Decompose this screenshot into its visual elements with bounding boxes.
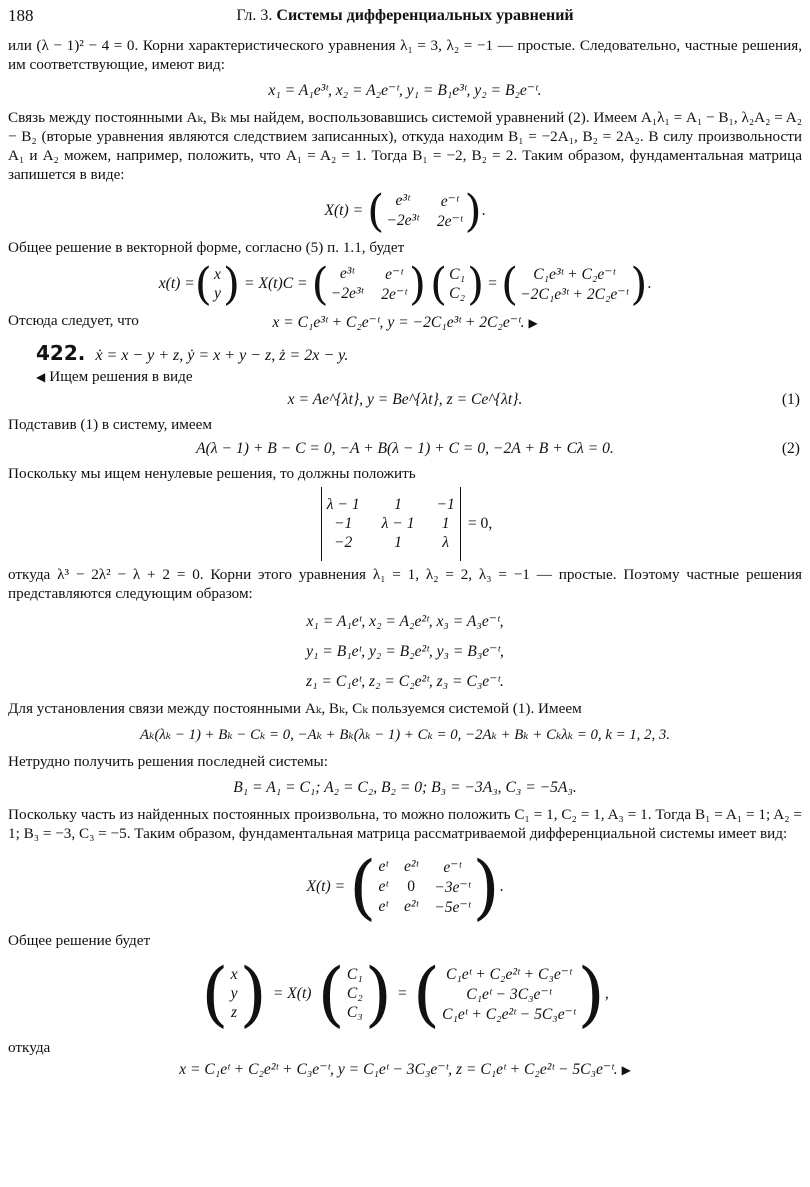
determinant-cell: λ − 1 [381,515,415,532]
matrix-cell: −2e³ᵗ [330,284,364,302]
equation-number: (2) [781,440,800,457]
matrix-cell: e³ᵗ [395,191,410,209]
equation-text: x = C₁e³ᵗ + C₂e⁻ᵗ, y = −2C₁e³ᵗ + 2C₂e⁻ᵗ. [272,314,525,331]
determinant-3x3 [327,496,455,552]
vector-cell: y [213,284,221,302]
problem-statement: ẋ = x − y + z, ẏ = x + y − z, ż = 2x − y. [95,347,349,364]
vector-cell: y [230,985,238,1002]
determinant-cell: λ [442,534,450,551]
vector-cell: C₂ [346,985,363,1002]
vector-cell: −2C₁e³ᵗ + 2C₂e⁻ᵗ [520,285,629,303]
vector-mid: = X(t)C = [244,275,308,292]
paragraph-establish-relation: Для установления связи между постоянными Aₖ, Bₖ, Cₖ пользуемся системой (1). Имеем [8,700,582,717]
matrix-lhs: X(t) = [306,878,346,895]
matrix-cell: eᵗ [378,857,388,875]
right-paren: ) [472,846,500,928]
matrix-cell: −3e⁻ᵗ [434,878,471,896]
equation-particular-x: x₁ = A₁eᵗ, x₂ = A₂e²ᵗ, x₃ = A₃e⁻ᵗ, [306,613,504,630]
determinant-cell: 1 [441,515,450,532]
determinant-right-bar [460,487,461,561]
matrix-cell: e³ᵗ [339,264,355,282]
right-paren: ) [464,185,482,237]
matrix-cell: 0 [407,877,415,895]
problem-422 [8,342,802,367]
vector-mid: = X(t) [272,985,312,1002]
equation-particular-solutions: x₁ = A₁e³ᵗ, x₂ = A₂e⁻ᵗ, y₁ = B₁e³ᵗ, y₂ = B₂e⁻ᵗ. [268,82,542,99]
right-paren: ) [630,258,648,310]
vector-c3 [347,966,363,1022]
determinant-cell: −2 [334,534,353,551]
matrix-cell: eᵗ [378,897,388,915]
paragraph-cubic-roots: откуда λ³ − 2λ² − λ + 2 = 0. Корни этого уравнения λ₁ = 1, λ₂ = 2, λ₃ = −1 — простые. Поэтому частные решения представляются следующим образом: [8,566,802,602]
determinant-cell: −1 [436,496,455,513]
paragraph-choose-constants: Поскольку часть из найденных постоянных произвольна, то можно положить C₁ = 1, C₂ = 1, A₃ = 1. Тогда B₁ = A₁ = 1; A₂ = 1; B₃ = −3, C₃ = −5. Таким образом, фундаментальная матрица рассматриваемой дифференциальной системы имеет вид: [8,806,802,842]
vector-cell: x [213,265,221,283]
equation-fundamental-matrix-3x3: X(t) = ( eᵗ e²ᵗ e⁻ᵗ eᵗ 0 −3e⁻ᵗ eᵗ e²ᵗ −5e⁻ᵗ ) . [306,846,504,928]
matrix-2x2 [331,265,407,304]
determinant-cell: 1 [394,534,402,551]
left-paren: ( [317,953,345,1035]
determinant-cell: λ − 1 [326,496,360,513]
matrix-2x2 [386,192,462,231]
matrix-cell: −5e⁻ᵗ [434,898,471,916]
right-paren: ) [408,258,426,310]
equation-particular-y: y₁ = B₁eᵗ, y₂ = B₂e²ᵗ, y₃ = B₃e⁻ᵗ, [306,643,504,660]
vector-cell: C₁eᵗ + C₂e²ᵗ − 5C₃e⁻ᵗ [442,1005,576,1023]
left-paren: ( [412,953,441,1035]
determinant-cell: 1 [394,496,402,513]
matrix-cell: 2e⁻ᵗ [381,285,407,303]
vector-result-3 [442,965,575,1024]
equation-vector-solution: x(t) = ( x y ) = X(t)C = ( e³ᵗ e⁻ᵗ −2e³ᵗ 2e⁻ᵗ ) ( C₁ C₂ ) = ( C₁e³ᵗ + C₂e⁻ᵗ −2C₁e³ᵗ + 2C₂e⁻ᵗ ) . [158,258,652,310]
paragraph-seek-solutions [8,367,802,387]
matrix-cell: e²ᵗ [404,857,419,875]
vector-cell: C₁ [449,265,465,283]
vector-result [520,265,628,304]
vector-xyz [231,966,238,1022]
chapter-title: Системы дифференциальных уравнений [276,7,574,24]
matrix-cell: eᵗ [378,877,388,895]
left-paren: ( [500,258,519,310]
matrix-cell: e²ᵗ [404,897,419,915]
problem-number: 422. [36,341,86,365]
page-body [8,36,802,1081]
left-paren: ( [201,953,229,1035]
start-of-solution-icon: ◀ [36,370,46,384]
left-paren: ( [311,258,329,310]
vector-lhs: x(t) = [158,275,195,292]
vector-cell: C₃ [346,1004,363,1021]
paragraph-text: Ищем решения в виде [49,368,193,385]
equation-text: x = C₁eᵗ + C₂e²ᵗ + C₃e⁻ᵗ, y = C₁eᵗ − 3C₃e⁻ᵗ, z = C₁eᵗ + C₂e²ᵗ − 5C₃e⁻ᵗ. [179,1061,618,1078]
matrix-cell: −2e³ᵗ [386,211,419,229]
vector-xy [214,266,221,303]
matrix-cell: e⁻ᵗ [385,265,403,283]
equation-linear-system [8,438,802,460]
paragraph-hence: Отсюда следует, что [8,312,139,329]
paragraph-nonzero: Поскольку мы ищем ненулевые решения, то должны положить [8,465,416,482]
left-paren: ( [349,846,377,928]
vector-cell: C₂ [449,284,465,302]
equation-number: (1) [781,391,800,408]
vector-cell: z [231,1004,238,1021]
right-paren: ) [577,953,605,1035]
matrix-cell: 2e⁻ᵗ [436,212,463,230]
vector-cell: C₁ [346,966,363,983]
vector-cell: C₁eᵗ − 3C₃e⁻ᵗ [466,985,552,1003]
equation-particular-z: z₁ = C₁eᵗ, z₂ = C₂e²ᵗ, z₃ = C₃e⁻ᵗ. [306,673,504,690]
vector-cell: C₁e³ᵗ + C₂e⁻ᵗ [533,265,616,283]
page-number: 188 [8,6,34,25]
vector-cell: C₁eᵗ + C₂e²ᵗ + C₃e⁻ᵗ [445,965,572,983]
right-paren: ) [364,953,392,1035]
equation-k-system: Aₖ(λₖ − 1) + Bₖ − Cₖ = 0, −Aₖ + Bₖ(λₖ − 1) + Cₖ = 0, −2Aₖ + Bₖ + Cₖλₖ = 0, k = 1, 2, 3. [140,727,670,743]
right-paren: ) [222,258,241,310]
equation-constants: B₁ = A₁ = C₁; A₂ = C₂, B₂ = 0; B₃ = −3A₃, C₃ = −5A₃. [233,779,577,796]
running-head [8,7,802,25]
equation-fundamental-matrix-2x2: X(t) = ( e³ᵗ e⁻ᵗ −2e³ᵗ 2e⁻ᵗ ) . [324,185,486,237]
left-paren: ( [194,258,212,310]
left-paren: ( [430,258,448,310]
right-paren: ) [467,258,485,310]
determinant-cell: −1 [334,515,353,532]
paragraph-general-solution-vector: Общее решение в векторной форме, согласно (5) п. 1.1, будет [8,239,405,256]
paragraph-constants-relation: Связь между постоянными Aₖ, Bₖ мы найдем, воспользовавшись системой уравнений (2). Имеем A₁λ₁ = A₁ − B₁, λ₂A₂ = A₂ − B₂ (вторые уравнения являются следствием записанных), откуда находим B₁ = −2A₁, B₂ = 2A₂. В силу произвольности A₁ и A₂ можем, например, положить, что A₁ = A₂ = 1. Тогда B₁ = −2, B₂ = 2. Таким образом, фундаментальная матрица запишется в виде: [8,109,802,183]
vector-cell: x [230,966,238,983]
paragraph-characteristic-roots: или (λ − 1)² − 4 = 0. Корни характеристического уравнения λ₁ = 3, λ₂ = −1 — простые. Следовательно, частные решения, им соответствующие, имеют вид: [8,37,802,73]
right-paren: ) [239,953,267,1035]
matrix-cell: e⁻ᵗ [443,858,462,876]
left-paren: ( [367,185,385,237]
paragraph-general-solution: Общее решение будет [8,932,151,949]
determinant-rhs: = 0, [467,515,493,532]
chapter-label: Гл. 3. [236,7,273,24]
matrix-lhs: X(t) = [324,202,364,219]
equation-text: A(λ − 1) + B − C = 0, −A + B(λ − 1) + C = 0, −2A + B + Cλ = 0. [196,440,614,457]
equation-text: x = Ae^{λt}, y = Be^{λt}, z = Ce^{λt}. [287,391,523,408]
equation-solution-xy [8,312,802,334]
determinant-left-bar [321,487,322,561]
paragraph-easy-solve: Нетрудно получить решения последней системы: [8,753,328,770]
end-of-solution-icon: ▶ [621,1063,631,1077]
equation-ansatz [8,389,802,411]
equation-determinant [8,487,802,561]
paragraph-substitute: Подставив (1) в систему, имеем [8,416,212,433]
matrix-3x3 [378,858,470,917]
vector-c [449,266,465,303]
page-header [8,4,802,28]
equation-general-solution-vector: ( x y z ) = X(t) ( C₁ C₂ C₃ ) = ( C₁eᵗ + C₂e²ᵗ + C₃e⁻ᵗ C₁eᵗ − 3C₃e⁻ᵗ C₁eᵗ + C₂e²ᵗ − 5C₃e⁻ᵗ ) , [201,953,609,1035]
equation-final-solution [8,1059,802,1081]
paragraph-whence: откуда [8,1039,51,1056]
matrix-cell: e⁻ᵗ [440,192,459,210]
end-of-solution-icon: ▶ [528,316,538,330]
